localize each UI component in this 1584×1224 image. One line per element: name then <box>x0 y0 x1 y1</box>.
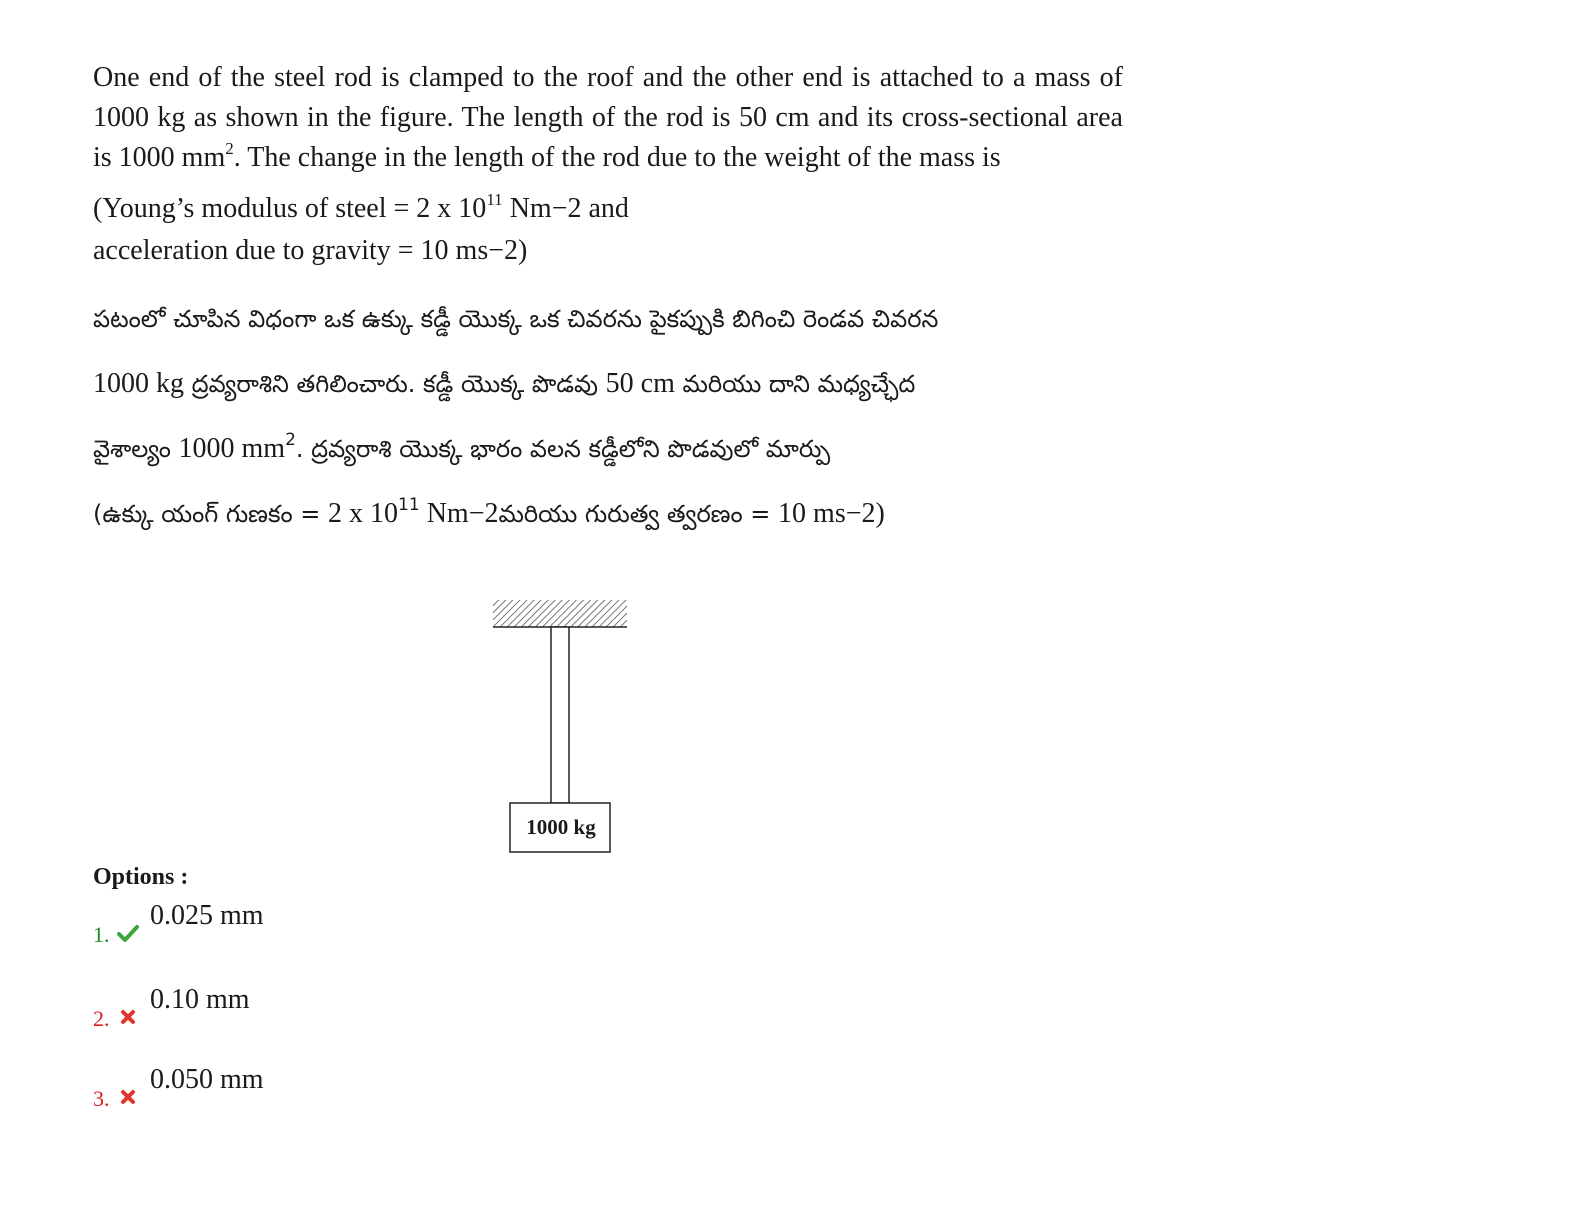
telugu-line-1: పటంలో చూపిన విధంగా ఒక ఉక్కు కడ్డీ యొక్క ఒక చివరను పైకప్పుకి బిగించి రెండవ చివరన <box>93 305 939 333</box>
cross-icon <box>117 1086 139 1108</box>
given-line-2: acceleration due to gravity = 10 ms−2) <box>93 235 528 266</box>
option-number: 3. <box>93 1086 110 1111</box>
option-number: 1. <box>93 922 110 947</box>
question-english-main: One end of the steel rod is clamped to the roof and the other end is attached to a mass of 1000 kg as shown in the figure. The length of the rod is 50 cm and its cross-sectional area is 1000 mm <box>93 62 1123 173</box>
given-constants-english <box>93 188 1123 272</box>
option-2[interactable] <box>93 982 493 1032</box>
telugu-line-2: 1000 kg ద్రవ్యరాశిని తగిలించారు. కడ్డీ యొక్క పొడవు 50 cm మరియు దాని మధ్యచ్ఛేద <box>93 368 916 399</box>
steel-rod <box>551 627 569 803</box>
telugu-line-4: (ఉక్కు యంగ్ గుణకం = 2 x $10^{11}$ Nm−2మరియు గురుత్వ త్వరణం = 10 ms−2) <box>93 495 885 529</box>
question-english-end: . The change in the length of the rod due to the weight of the mass is <box>233 142 1001 173</box>
question-english-text <box>93 58 1123 178</box>
cross-icon <box>117 1006 139 1028</box>
roof-hatching <box>493 600 627 627</box>
check-icon <box>117 922 139 944</box>
option-text: 0.10 mm <box>150 984 250 1015</box>
question-block <box>93 58 1123 531</box>
option-number: 2. <box>93 1006 110 1031</box>
option-1[interactable] <box>93 898 493 948</box>
option-text: 0.025 mm <box>150 900 264 931</box>
option-text: 0.050 mm <box>150 1064 264 1095</box>
rod-mass-figure <box>493 598 628 856</box>
given-line-1: (Young’s modulus of steel = 2 x $10^{11}$ Nm−2 and <box>93 190 629 224</box>
mass-label: 1000 kg <box>526 814 596 839</box>
option-3[interactable] <box>93 1062 493 1112</box>
telugu-line-3: వైశాల్యం 1000 $mm^2$. ద్రవ్యరాశి యొక్క భారం వలన కడ్డీలోని పొడవులో మార్పు <box>93 430 831 464</box>
options-title: Options : <box>93 864 189 890</box>
question-english-sup: 2 <box>225 139 234 158</box>
